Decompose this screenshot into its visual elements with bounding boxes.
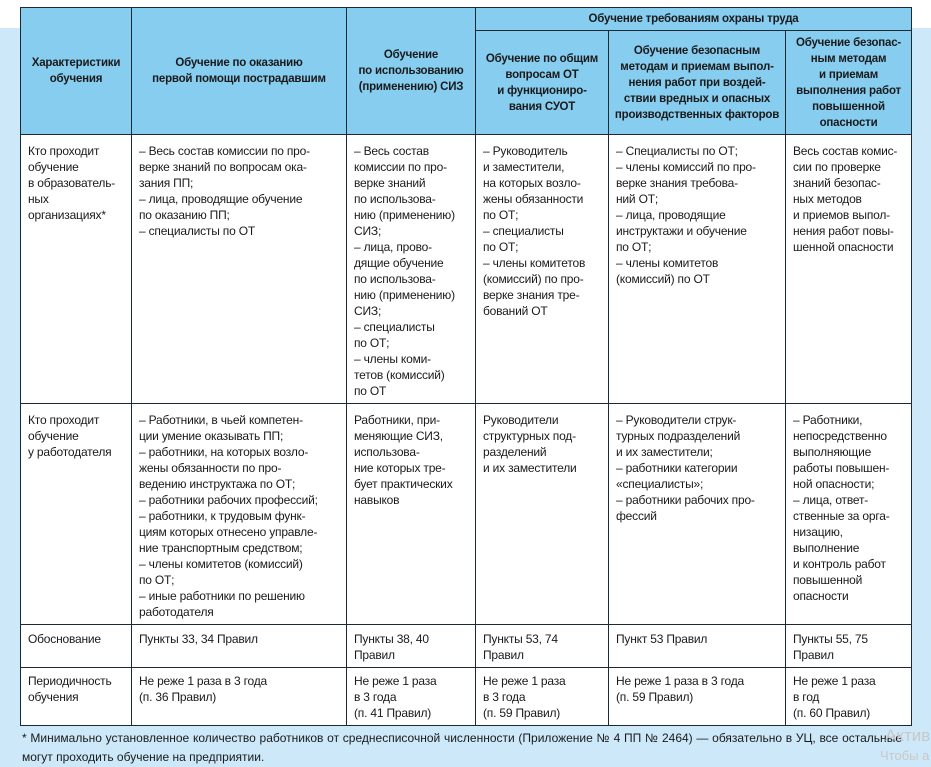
row-label: Обоснование: [21, 625, 132, 668]
table-cell: Пункты 55, 75 Правил: [786, 625, 912, 668]
table-cell: Работники, при- меняющие СИЗ, использова- ние которых тре- бует практических навыков: [347, 404, 476, 625]
row-label: Кто проходит обучение у работодателя: [21, 404, 132, 625]
row-label: Кто проходит обучение в образователь- ных организациях*: [21, 135, 132, 404]
header-high-danger: Обучение безопас- ным методам и приемам выполнения работ повышенной опасности: [786, 31, 912, 135]
table-cell: Пункты 38, 40 Правил: [347, 625, 476, 668]
training-comparison-table: [20, 7, 912, 726]
table-cell: – Руководитель и заместители, на которых возло- жены обязанности по ОТ; – специалисты по ОТ; – члены комитетов (комиссий) по про- верке знания тре- бований ОТ: [476, 135, 609, 404]
table-cell: Пункты 33, 34 Правил: [132, 625, 347, 668]
header-ot-group: Обучение требованиям охраны труда: [476, 8, 912, 31]
table-cell: Руководители структурных под- разделений и их заместители: [476, 404, 609, 625]
row-label: Периодичность обучения: [21, 668, 132, 726]
header-first-aid: Обучение по оказанию первой помощи пострадавшим: [132, 8, 347, 135]
footnote: * Минимально установленное количество работников от среднесписочной численности (Приложение № 4 ПП № 2464) — обязательно в УЦ, все остальные могут проходить обучение на предприятии.: [22, 731, 902, 764]
table-cell: Не реже 1 раза в 3 года (п. 36 Правил): [132, 668, 347, 726]
table-cell: – Руководители струк- турных подразделений и их заместители; – работники категории «специалисты»; – работники рабочих про- фессий: [609, 404, 786, 625]
header-harmful-factors: Обучение безопасным методам и приемам выпол- нения работ при воздей- ствии вредных и опасных производственных факторов: [609, 31, 786, 135]
table-cell: Не реже 1 раза в год (п. 60 Правил): [786, 668, 912, 726]
table-cell: Пункты 53, 74 Правил: [476, 625, 609, 668]
table-row: [21, 668, 912, 726]
table-row: [21, 404, 912, 625]
table-row: [21, 625, 912, 668]
table-cell: – Весь состав комиссии по про- верке знаний по использова- нию (применению) СИЗ; – лица, прово- дящие обучение по использова- нию (применению) СИЗ; – специалисты по ОТ; – члены коми- тетов (комиссий) по ОТ: [347, 135, 476, 404]
table-cell: – Специалисты по ОТ; – члены комиссий по про- верке знания требова- ний ОТ; – лица, проводящие инструктажи и обучение по ОТ; – члены комитетов (комиссий) по ОТ: [609, 135, 786, 404]
header-general-ot: Обучение по общим вопросам ОТ и функциониро- вания СУОТ: [476, 31, 609, 135]
table-cell: – Работники, в чьей компетен- ции умение оказывать ПП; – работники, на которых возло- жены обязанности по про- ведению инструктажа по ОТ; – работники рабочих профессий; – работники, к трудовым функ- циям которых отнесено управле- ние транспортным средством; – члены комитетов (комиссий) по ОТ; – иные работники по решению работодателя: [132, 404, 347, 625]
header-ppe: Обучение по использованию (применению) СИЗ: [347, 8, 476, 135]
table-cell: Не реже 1 раза в 3 года (п. 41 Правил): [347, 668, 476, 726]
table-cell: Пункт 53 Правил: [609, 625, 786, 668]
table-cell: – Работники, непосредственно выполняющие работы повышен- ной опасности; – лица, ответ- ственные за орга- низацию, выполнение и контроль работ повышенной опасности: [786, 404, 912, 625]
table-cell: Не реже 1 раза в 3 года (п. 59 Правил): [609, 668, 786, 726]
activation-watermark: Актив: [885, 726, 931, 745]
table-cell: Весь состав комис- сии по проверке знаний безопас- ных методов и приемов выпол- нения работ повы- шенной опасности: [786, 135, 912, 404]
table-cell: Не реже 1 раза в 3 года (п. 59 Правил): [476, 668, 609, 726]
table-row: [21, 135, 912, 404]
header-characteristics: Характеристики обучения: [21, 8, 132, 135]
activation-watermark-subtext: Чтобы а: [880, 748, 930, 763]
table-cell: – Весь состав комиссии по про- верке знаний по вопросам ока- зания ПП; – лица, проводящие обучение по оказанию ПП; – специалисты по ОТ: [132, 135, 347, 404]
